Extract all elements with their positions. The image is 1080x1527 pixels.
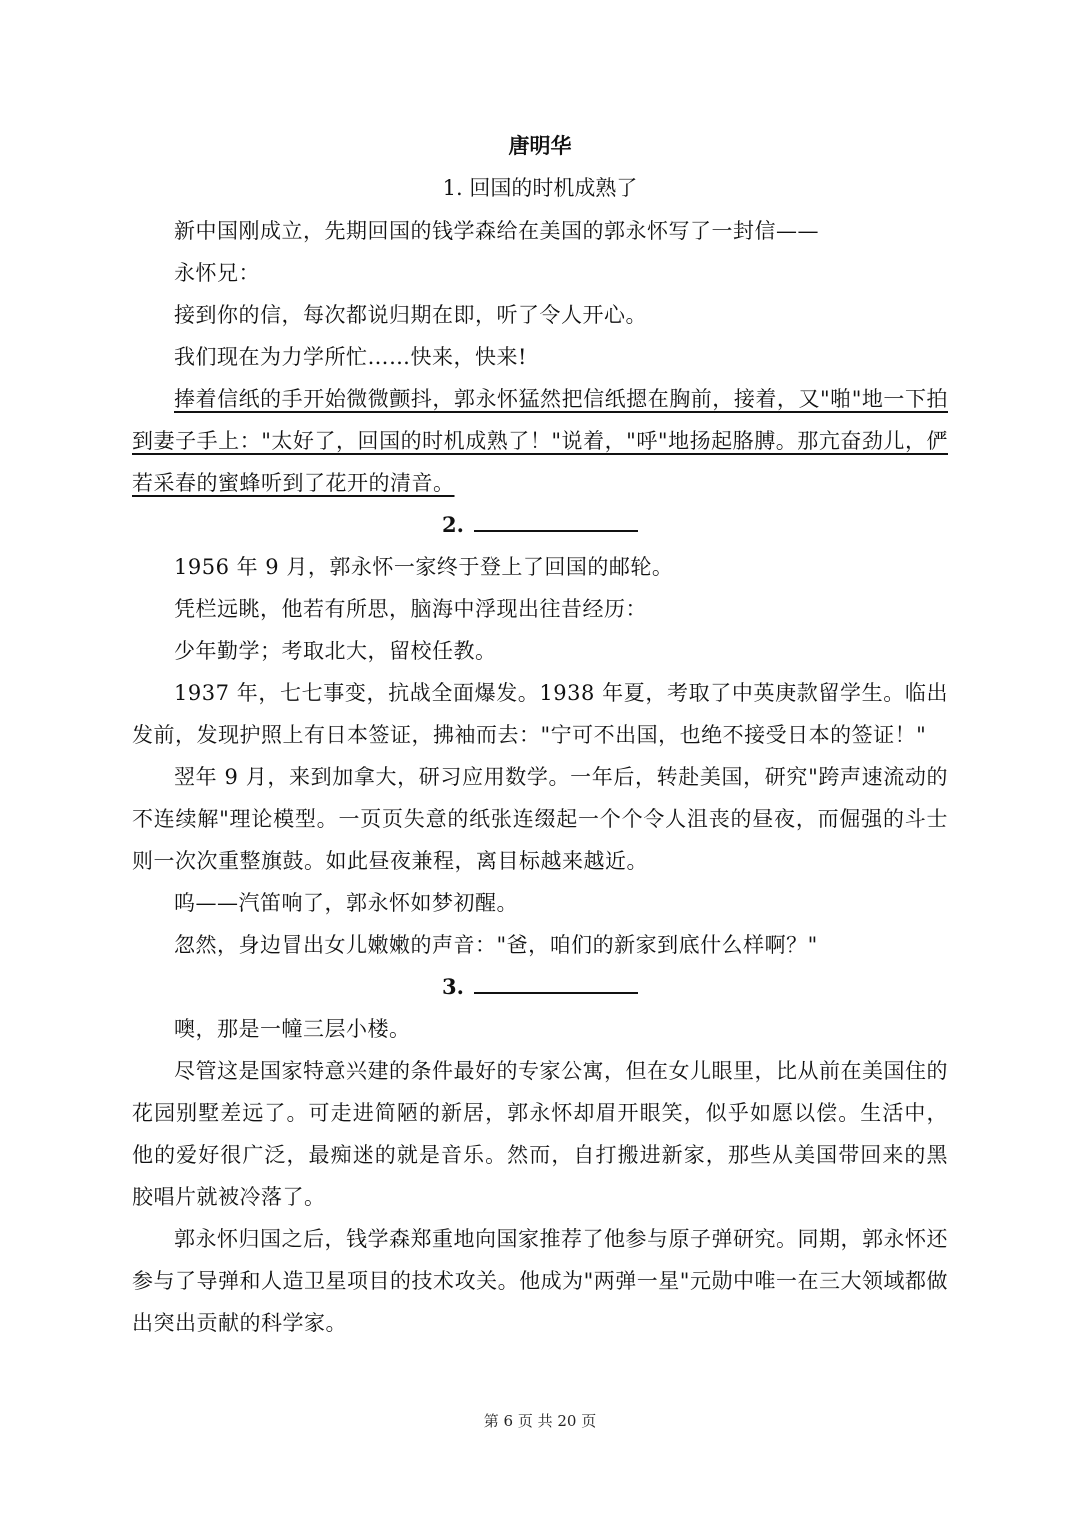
paragraph: 尽管这是国家特意兴建的条件最好的专家公寓，但在女儿眼里，比从前在美国住的花园别墅差远了。可走进简陋的新居，郭永怀却眉开眼笑，似乎如愿以偿。生活中，他的爱好很广泛，最痴迷的就是音乐。然而，自打搬进新家，那些从美国带回来的黑胶唱片就被冷落了。	[132, 1059, 948, 1209]
document-content	[132, 126, 948, 1344]
section-3-heading	[132, 966, 948, 1008]
section-3-number: 3.	[442, 974, 464, 999]
title-blank	[474, 508, 638, 532]
underlined-text: 捧着信纸的手开始微微颤抖，郭永怀猛然把信纸摁在胸前，接着，又"啪"地一下拍到妻子手上："太好了，回国的时机成熟了！"说着，"呼"地扬起胳膊。那亢奋劲儿，俨若采春的蜜蜂听到了花开的清音。	[132, 387, 948, 495]
underlined-paragraph	[132, 378, 948, 504]
title-blank	[474, 970, 638, 994]
paragraph: 噢，那是一幢三层小楼。	[174, 1017, 411, 1041]
paragraph: 忽然，身边冒出女儿嫩嫩的声音："爸，咱们的新家到底什么样啊？"	[174, 933, 818, 957]
paragraph: 新中国刚成立，先期回国的钱学森给在美国的郭永怀写了一封信——	[174, 219, 819, 243]
paragraph: 呜——汽笛响了，郭永怀如梦初醒。	[174, 891, 518, 915]
paragraph: 翌年 9 月，来到加拿大，研习应用数学。一年后，转赴美国，研究"跨声速流动的不连续解"理论模型。一页页失意的纸张连缀起一个个令人沮丧的昼夜，而倔强的斗士则一次次重整旗鼓。如此昼夜兼程，离目标越来越近。	[132, 765, 948, 873]
section-1-title: 1. 回国的时机成熟了	[442, 176, 638, 200]
paragraph: 少年勤学；考取北大，留校任教。	[174, 639, 497, 663]
paragraph: 永怀兄：	[174, 261, 260, 285]
paragraph: 凭栏远眺，他若有所思，脑海中浮现出往昔经历：	[174, 597, 647, 621]
paragraph: 1956 年 9 月，郭永怀一家终于登上了回国的邮轮。	[174, 555, 674, 579]
paragraph: 郭永怀归国之后，钱学森郑重地向国家推荐了他参与原子弹研究。同期，郭永怀还参与了导弹和人造卫星项目的技术攻关。他成为"两弹一星"元勋中唯一在三大领域都做出突出贡献的科学家。	[132, 1227, 948, 1335]
section-2-heading	[132, 504, 948, 546]
paragraph: 我们现在为力学所忙……快来，快来!	[174, 345, 527, 369]
page-footer: 第 6 页 共 20 页	[483, 1412, 597, 1430]
author-name: 唐明华	[508, 133, 572, 158]
paragraph: 接到你的信，每次都说归期在即，听了令人开心。	[174, 303, 647, 327]
paragraph: 1937 年，七七事变，抗战全面爆发。1938 年夏，考取了中英庚款留学生。临出发前，发现护照上有日本签证，拂袖而去："宁可不出国，也绝不接受日本的签证！"	[132, 681, 948, 747]
section-2-number: 2.	[442, 512, 464, 537]
